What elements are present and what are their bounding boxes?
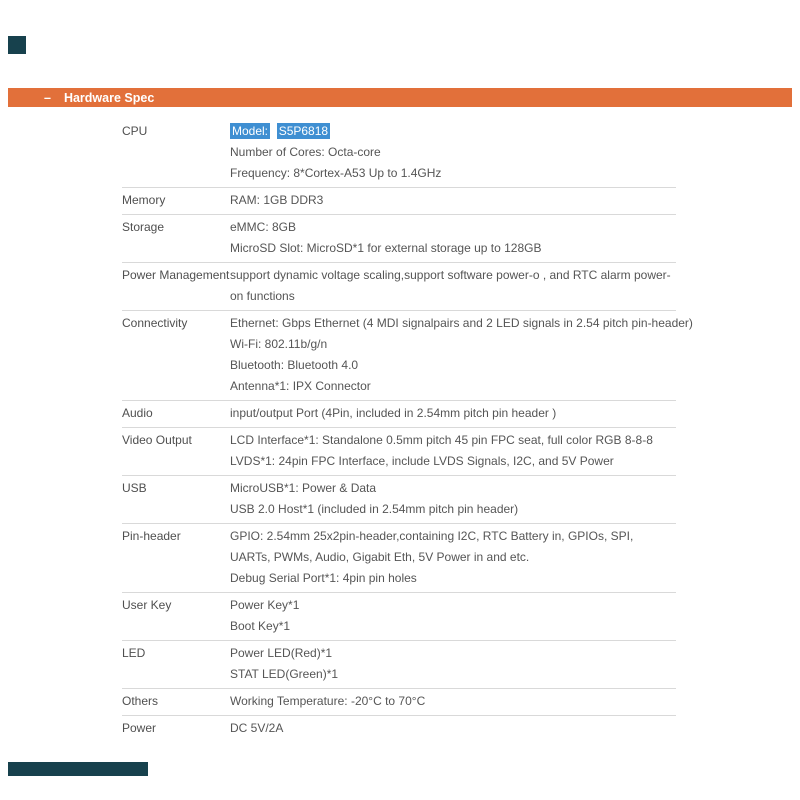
text-segment [270, 124, 277, 138]
spec-row [122, 689, 676, 716]
spec-row [122, 119, 676, 188]
spec-values [230, 217, 676, 259]
spec-row [122, 593, 676, 641]
spec-value-line: Bluetooth: Bluetooth 4.0 [230, 358, 359, 372]
spec-label: Storage [122, 220, 165, 234]
spec-value-line: Power Key*1 [230, 598, 300, 612]
spec-label: Others [122, 694, 159, 708]
decorative-corner-block [8, 36, 26, 54]
spec-value-line: Power LED(Red)*1 [230, 646, 333, 660]
spec-row [122, 476, 676, 524]
spec-values [230, 718, 676, 739]
spec-value-line: LVDS*1: 24pin FPC Interface, include LVDS Signals, I2C, and 5V Power [230, 454, 614, 468]
section-header [8, 88, 792, 107]
spec-values [230, 121, 676, 184]
spec-row [122, 641, 676, 689]
spec-value-line: Frequency: 8*Cortex-A53 Up to 1.4GHz [230, 166, 442, 180]
spec-label: CPU [122, 124, 148, 138]
spec-row [122, 401, 676, 428]
spec-value-line: input/output Port (4Pin, included in 2.54mm pitch pin header ) [230, 406, 557, 420]
spec-row [122, 428, 676, 476]
spec-value-line: Debug Serial Port*1: 4pin pin holes [230, 571, 417, 585]
spec-label: Power Management [122, 268, 230, 282]
spec-value-line: DC 5V/2A [230, 721, 284, 735]
spec-value-line: LCD Interface*1: Standalone 0.5mm pitch 45 pin FPC seat, full color RGB 8-8-8 [230, 433, 653, 447]
selected-text: S5P6818 [278, 124, 329, 138]
spec-label: Pin-header [122, 529, 181, 543]
spec-value-line: GPIO: 2.54mm 25x2pin-header,containing I2C, RTC Battery in, GPIOs, SPI, UARTs, PWMs, Audio, Gigabit Eth, 5V Power in and etc. [230, 529, 634, 564]
spec-value-line: USB 2.0 Host*1 (included in 2.54mm pitch pin header) [230, 502, 519, 516]
spec-value-line: MicroSD Slot: MicroSD*1 for external storage up to 128GB [230, 241, 542, 255]
spec-value-line: Number of Cores: Octa-core [230, 145, 381, 159]
section-title: Hardware Spec [63, 90, 155, 105]
spec-row [122, 716, 676, 742]
partial-section-bar [8, 762, 148, 776]
spec-label: USB [122, 481, 147, 495]
spec-values [230, 478, 676, 520]
spec-label: Video Output [122, 433, 192, 447]
spec-values [230, 403, 676, 424]
selected-text: Model: [232, 124, 269, 138]
spec-row [122, 263, 676, 311]
spec-label: Power [122, 721, 157, 735]
spec-table [122, 119, 693, 742]
spec-label: Audio [122, 406, 153, 420]
spec-value-line: Working Temperature: -20°C to 70°C [230, 694, 426, 708]
spec-row [122, 215, 676, 263]
spec-value-line: STAT LED(Green)*1 [230, 667, 339, 681]
spec-label: Memory [122, 193, 166, 207]
spec-values [230, 595, 676, 637]
spec-value-line: support dynamic voltage scaling,support software power-o , and RTC alarm power-on functions [230, 268, 671, 303]
spec-value-line: Boot Key*1 [230, 619, 291, 633]
spec-values [230, 265, 676, 307]
spec-value-line [230, 121, 676, 142]
spec-values [230, 190, 676, 211]
spec-value-line: Wi-Fi: 802.11b/g/n [230, 337, 328, 351]
spec-label: User Key [122, 598, 172, 612]
spec-values [230, 643, 676, 685]
section-header-dash: – [44, 90, 51, 105]
spec-values [230, 526, 676, 589]
spec-value-line: MicroUSB*1: Power & Data [230, 481, 377, 495]
spec-values [230, 430, 676, 472]
spec-row [122, 188, 676, 215]
spec-value-line: Antenna*1: IPX Connector [230, 379, 371, 393]
spec-value-line: eMMC: 8GB [230, 220, 297, 234]
spec-values [230, 313, 693, 397]
spec-values [230, 691, 676, 712]
spec-label: Connectivity [122, 316, 188, 330]
spec-row [122, 311, 693, 401]
spec-label: LED [122, 646, 146, 660]
spec-value-line: Ethernet: Gbps Ethernet (4 MDI signalpairs and 2 LED signals in 2.54 pitch pin-header) [230, 316, 693, 330]
spec-row [122, 524, 676, 593]
spec-value-line: RAM: 1GB DDR3 [230, 193, 324, 207]
